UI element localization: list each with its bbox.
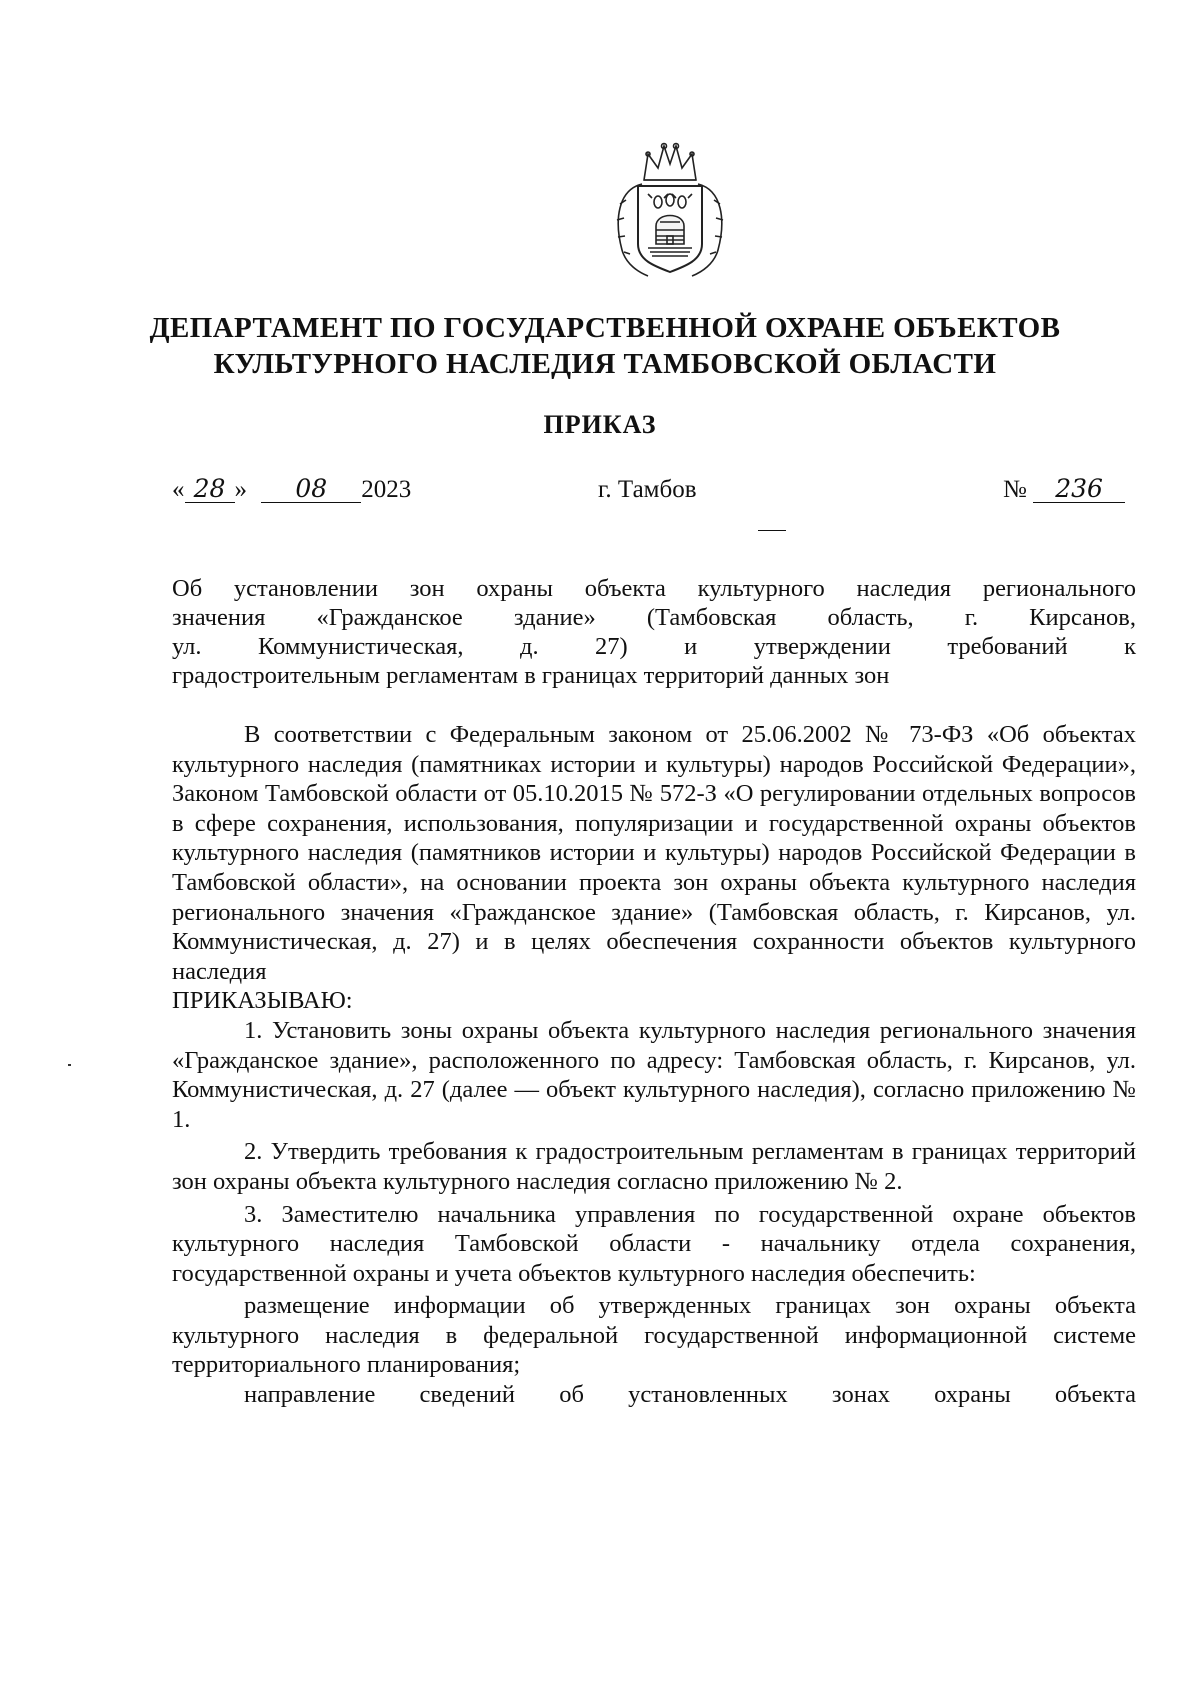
subject-line: Об установлении зон охраны объекта культурного наследия регионального [172, 575, 1136, 602]
department-name-line-2: КУЛЬТУРНОГО НАСЛЕДИЯ ТАМБОВСКОЙ ОБЛАСТИ [213, 348, 997, 380]
subject-line: ул. Коммунистическая, д. 27) и утверждении требований к [172, 633, 1136, 660]
date-open-quote: « [172, 476, 185, 503]
divider-mark [758, 530, 786, 531]
date-day: 28 [185, 476, 235, 503]
order-number [1003, 476, 1125, 504]
date-close-quote: » [234, 476, 247, 503]
preamble-paragraph: В соответствии с Федеральным законом от 25.06.2002 № 73-ФЗ «Об объектах культурного наследия (памятниках истории и культуры) народов Российской Федерации», Законом Тамбовской области от 05.10.2015 № 572-З «О регулировании отдельных вопросов в сфере сохранения, использования, популяризации и государственной охраны объектов культурного наследия (памятников истории и культуры) народов Российской Федерации в Тамбовской области», на основании проекта зон охраны объекта культурного наследия регионального значения «Гражданское здание» (Тамбовская область, г. Кирсанов, ул. Коммунистическая, д. 27) и в целях обеспечения сохранности объектов культурного наследия [172, 721, 1136, 985]
order-city: г. Тамбов [598, 476, 697, 503]
order-item-1: 1. Установить зоны охраны объекта культурного наследия регионального значения «Гражданское здание», расположенного по адресу: Тамбовская область, г. Кирсанов, ул. Коммунистическая, д. 27 (далее — объект культурного наследия), согласно приложению № 1. [172, 1016, 1136, 1133]
order-body [172, 720, 1136, 1410]
date-month: 08 [261, 476, 361, 503]
number-label: № [1003, 476, 1027, 503]
subject-line: значения «Гражданское здание» (Тамбовская область, г. Кирсанов, [172, 604, 1136, 631]
department-name-line-1: ДЕПАРТАМЕНТ ПО ГОСУДАРСТВЕННОЙ ОХРАНЕ ОБЪЕКТОВ [149, 312, 1061, 344]
order-item-3: 3. Заместителю начальника управления по государственной охране объектов культурного наследия Тамбовской области - начальнику отдела сохранения, государственной охраны и учета объектов культурного наследия обеспечить: [172, 1200, 1136, 1287]
date-year: 2023 [361, 476, 412, 503]
document-type-title: ПРИКАЗ [543, 410, 657, 439]
order-subitem-2: направление сведений об установленных зонах охраны объекта [244, 1381, 1136, 1409]
subject-line: градостроительным регламентам в границах территорий данных зон [172, 662, 890, 689]
department-header [140, 310, 1070, 382]
number-value: 236 [1033, 476, 1125, 503]
order-word: ПРИКАЗЫВАЮ: [172, 987, 353, 1015]
order-subitem-1: размещение информации об утвержденных границах зон охраны объекта культурного наследия в федеральной государственной информационной системе территориального планирования; [172, 1292, 1136, 1379]
scan-speck [68, 1064, 71, 1066]
order-item-2: 2. Утвердить требования к градостроительным регламентам в границах территорий зон охраны объекта культурного наследия согласно приложению № 2. [172, 1138, 1136, 1195]
order-date [172, 476, 411, 504]
order-subject [172, 574, 1136, 690]
tambov-coat-of-arms-icon [608, 140, 732, 280]
